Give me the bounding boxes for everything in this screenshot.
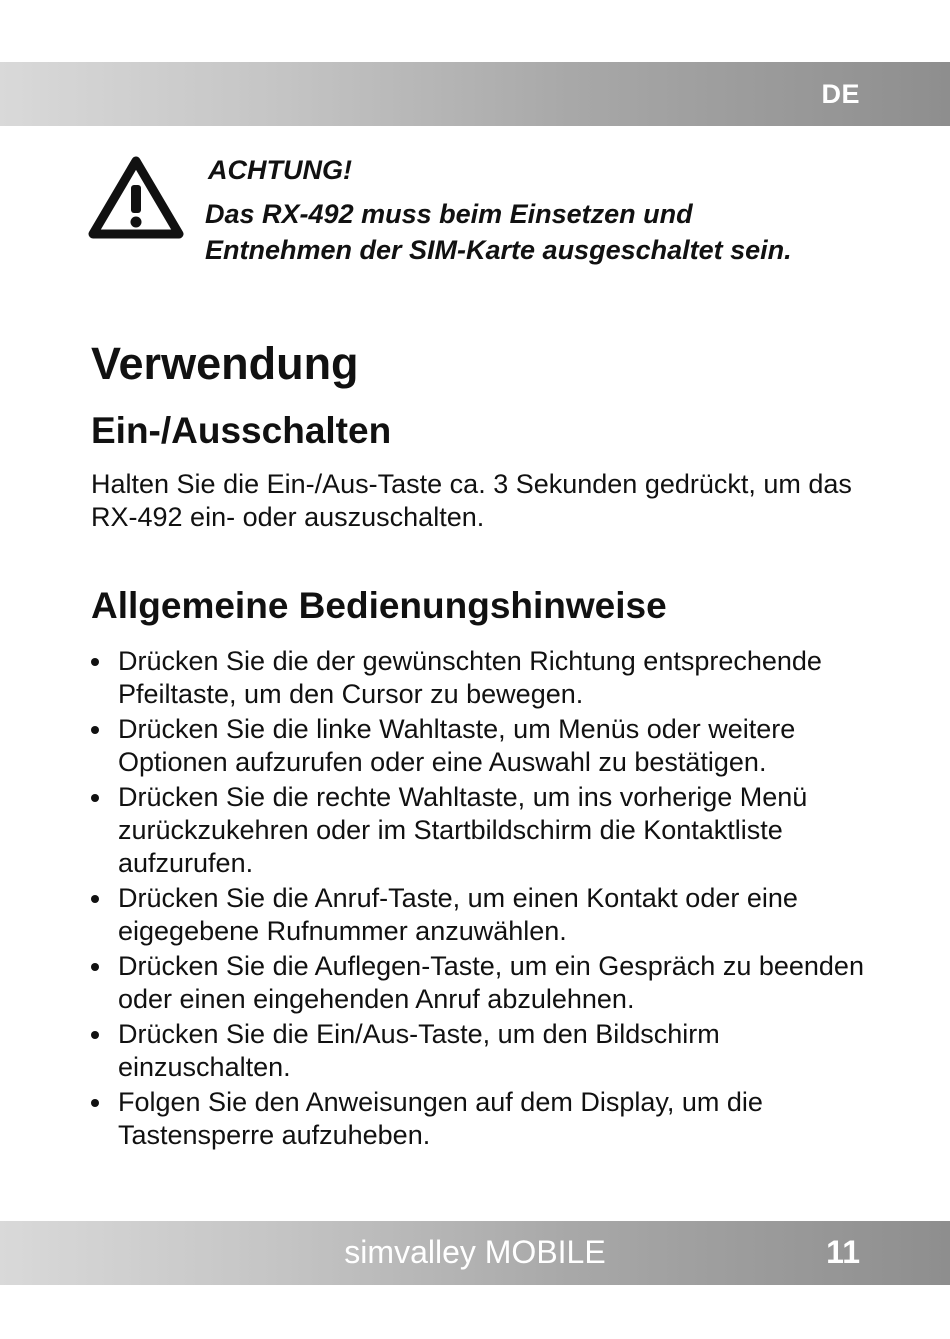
list-item	[91, 1086, 881, 1152]
subsection-title-power: Ein-/Ausschalten	[91, 410, 392, 451]
bullet-icon	[91, 963, 99, 971]
bullet-icon	[91, 1031, 99, 1039]
list-item-text: Folgen Sie den Anweisungen auf dem Display, um die Tastensperre aufzuheben.	[118, 1087, 763, 1150]
list-item	[91, 781, 881, 880]
list-item	[91, 645, 881, 711]
footer-brand: simvalley MOBILE	[344, 1234, 606, 1270]
page-number: 11	[826, 1234, 860, 1270]
warning-text	[205, 196, 885, 268]
list-item-text: Drücken Sie die linke Wahltaste, um Menüs oder weitere Optionen aufzurufen oder eine Auswahl zu bestätigen.	[118, 714, 796, 777]
power-instructions: Halten Sie die Ein-/Aus-Taste ca. 3 Sekunden gedrückt, um das RX-492 ein- oder auszuschalten.	[91, 469, 852, 532]
header-bar	[0, 62, 950, 126]
list-item	[91, 882, 881, 948]
list-item	[91, 1018, 881, 1084]
warning-text-line: Entnehmen der SIM-Karte ausgeschaltet sein.	[205, 235, 792, 265]
list-item-text: Drücken Sie die Anruf-Taste, um einen Kontakt oder eine eigegebene Rufnummer anzuwählen.	[118, 883, 798, 946]
language-label: DE	[821, 79, 860, 109]
list-item	[91, 950, 881, 1016]
subsection-title-general: Allgemeine Bedienungshinweise	[91, 585, 667, 626]
list-item-text: Drücken Sie die der gewünschten Richtung entsprechende Pfeiltaste, um den Cursor zu bewegen.	[118, 646, 822, 709]
warning-icon	[88, 155, 184, 239]
warning-text-line: Das RX-492 muss beim Einsetzen und	[205, 199, 693, 229]
bullet-icon	[91, 658, 99, 666]
bullet-icon	[91, 794, 99, 802]
bullet-icon	[91, 895, 99, 903]
list-item-text: Drücken Sie die Auflegen-Taste, um ein Gespräch zu beenden oder einen eingehenden Anruf abzulehnen.	[118, 951, 864, 1014]
list-item	[91, 713, 881, 779]
list-item-text: Drücken Sie die rechte Wahltaste, um ins vorherige Menü zurückzukehren oder im Startbildschirm die Kontaktliste aufzurufen.	[118, 782, 808, 878]
warning-title: ACHTUNG!	[208, 155, 352, 185]
footer-bar	[0, 1221, 950, 1285]
section-title: Verwendung	[91, 338, 359, 389]
bullet-icon	[91, 726, 99, 734]
bullet-icon	[91, 1099, 99, 1107]
instruction-list	[91, 645, 881, 1154]
list-item-text: Drücken Sie die Ein/Aus-Taste, um den Bildschirm einzuschalten.	[118, 1019, 720, 1082]
